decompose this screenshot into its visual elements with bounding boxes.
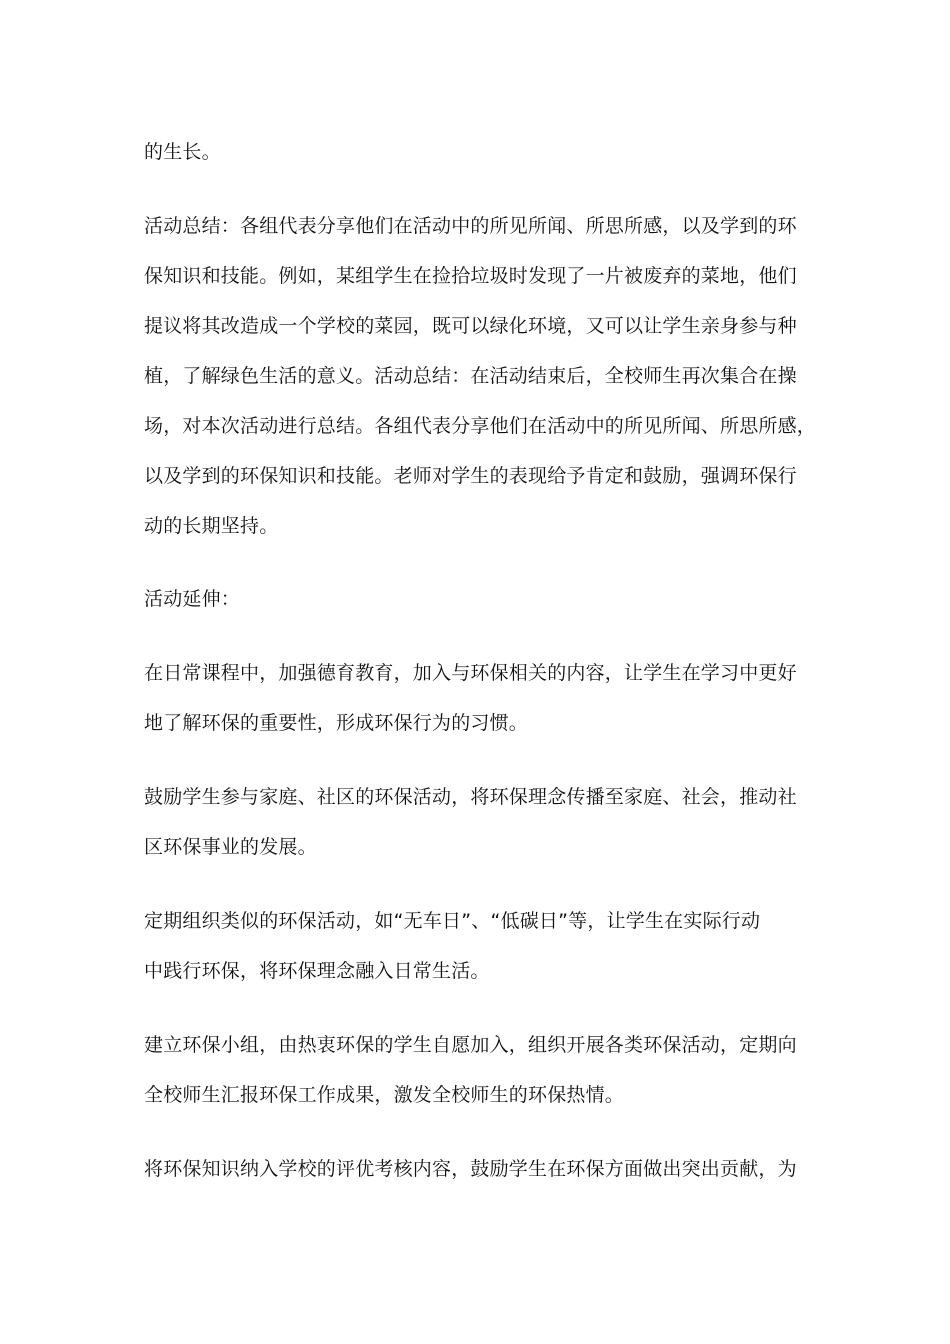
text-line: 活动延伸：: [144, 588, 241, 610]
text-line: 以及学到的环保知识和技能。老师对学生的表现给予肯定和鼓励，强调环保行: [144, 465, 797, 487]
text-line: 动的长期坚持。: [144, 515, 279, 537]
paragraph-family-community: [144, 772, 824, 872]
paragraph-eco-group: [144, 1020, 824, 1120]
text-line: 区环保事业的发展。: [144, 836, 317, 858]
paragraph-continuation: [144, 127, 824, 177]
text-line: 鼓励学生参与家庭、社区的环保活动，将环保理念传播至家庭、社会，推动社: [144, 786, 797, 808]
text-line: 中践行环保，将环保理念融入日常生活。: [144, 960, 490, 982]
text-line: 提议将其改造成一个学校的菜园，既可以绿化环境，又可以让学生亲身参与种: [144, 315, 797, 337]
paragraph-evaluation: [144, 1144, 824, 1194]
text-line: 的生长。: [144, 141, 221, 163]
text-line: 全校师生汇报环保工作成果，激发全校师生的环保热情。: [144, 1084, 625, 1106]
text-line: 保知识和技能。例如，某组学生在捡拾垃圾时发现了一片被废弃的菜地，他们: [144, 265, 797, 287]
text-line: 地了解环保的重要性，形成环保行为的习惯。: [144, 712, 529, 734]
text-line: 在日常课程中，加强德育教育，加入与环保相关的内容，让学生在学习中更好: [144, 662, 797, 684]
section-heading-extension: [144, 574, 824, 624]
paragraph-daily-courses: [144, 648, 824, 748]
text-line: 将环保知识纳入学校的评优考核内容，鼓励学生在环保方面做出突出贡献，为: [144, 1158, 797, 1180]
text-line: 活动总结：各组代表分享他们在活动中的所见所闻、所思所感，以及学到的环: [144, 215, 797, 237]
text-line: 建立环保小组，由热衷环保的学生自愿加入，组织开展各类环保活动，定期向: [144, 1034, 797, 1056]
text-line: 定期组织类似的环保活动，如“无车日”、“低碳日”等，让学生在实际行动: [144, 910, 761, 932]
paragraph-activity-summary: [144, 201, 824, 551]
text-line: 植，了解绿色生活的意义。活动总结：在活动结束后，全校师生再次集合在操: [144, 365, 797, 387]
paragraph-regular-activities: [144, 896, 824, 996]
text-line: 场，对本次活动进行总结。各组代表分享他们在活动中的所见所闻、所思所感，: [144, 415, 817, 437]
